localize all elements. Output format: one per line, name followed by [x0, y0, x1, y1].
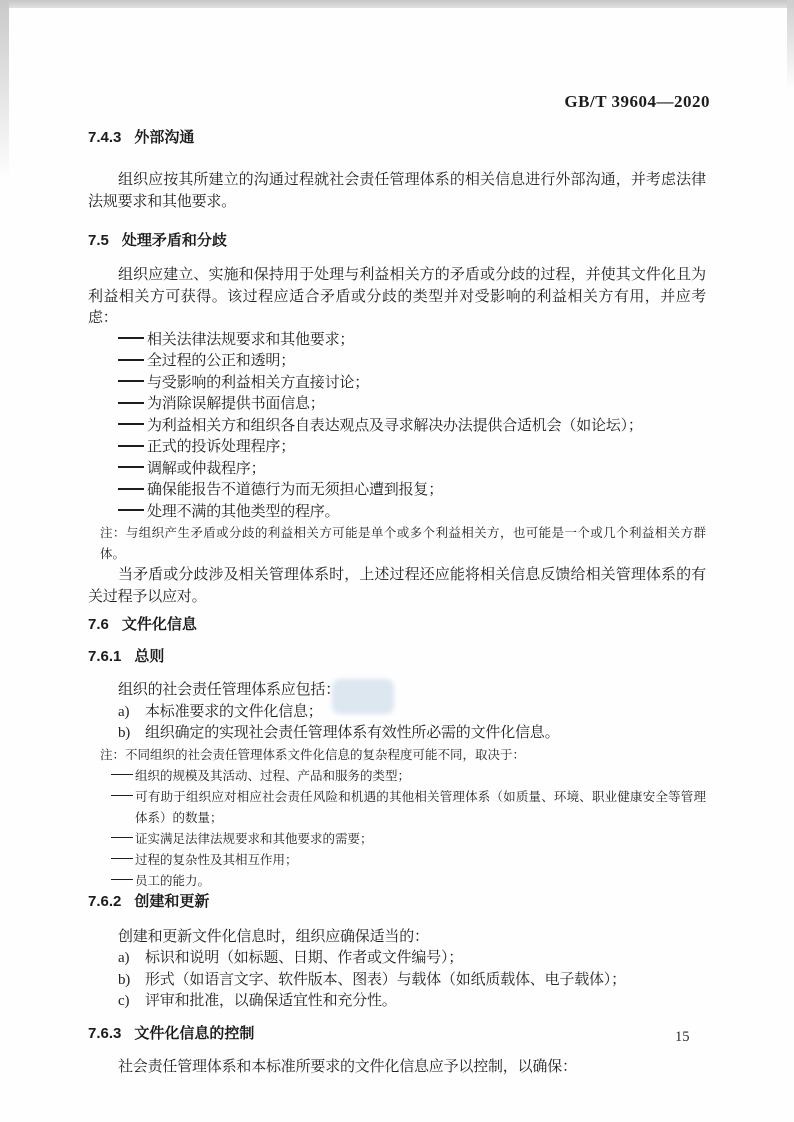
dash-list-item [88, 459, 706, 481]
item-text: 调解或仲裁程序； [147, 460, 266, 477]
dash-bullet [111, 879, 133, 881]
item-text: 为消除误解提供书面信息； [147, 396, 325, 412]
section-number: 7.6.2 [88, 892, 122, 910]
item-text: 正式的投诉处理程序； [147, 439, 296, 455]
page-number: 15 [675, 1029, 690, 1045]
section-heading-761 [88, 649, 706, 665]
dash-bullet [118, 445, 144, 447]
item-text: 标识和说明（如标题、日期、作者或文件编号）； [145, 950, 464, 966]
dash-bullet [111, 774, 133, 776]
item-text: 员工的能力。 [135, 873, 211, 888]
dash-bullet [118, 423, 144, 425]
lettered-item [88, 991, 706, 1013]
item-text: 相关法律法规要求和其他要求； [147, 331, 355, 348]
dash-bullet [118, 380, 144, 382]
dash-bullet [118, 337, 144, 339]
section-number: 7.6.3 [88, 1024, 122, 1042]
section-title: 创建和更新 [134, 892, 210, 910]
item-text: 全过程的公正和透明； [147, 353, 296, 369]
doc-code: GB/T 39604—2020 [564, 92, 710, 111]
lettered-list-762 [88, 948, 706, 1013]
item-label: c) [118, 993, 130, 1009]
paragraph-75b: 当矛盾或分歧涉及相关管理体系时，上述过程还应能将相关信息反馈给相关管理体系的有关过程予以应对。 [88, 567, 706, 605]
dash-list-75 [88, 330, 706, 524]
section-number: 7.6.1 [88, 648, 122, 665]
item-text: 本标准要求的文件化信息； [145, 703, 323, 720]
dash-list-item [88, 373, 706, 395]
dash-list-item [88, 437, 706, 459]
dash-list-item [88, 351, 706, 373]
note-dash-item [135, 766, 706, 787]
dash-list-item [88, 394, 706, 416]
lettered-item [88, 702, 706, 724]
paragraph-75: 组织应建立、实施和保持用于处理与利益相关方的矛盾或分歧的过程，并使其文件化且为利益相关方可获得。该过程应适合矛盾或分歧的类型并对受影响的利益相关方有用，并应考虑： [88, 267, 706, 326]
item-text: 与受影响的利益相关方直接讨论； [147, 374, 370, 391]
section-heading-763 [88, 1026, 706, 1042]
item-text: 证实满足法律法规要求和其他要求的需要； [135, 831, 373, 846]
item-text: 可有助于组织应对相应社会责任风险和机遇的其他相关管理体系（如质量、环境、职业健康安全等管理体系）的数量； [135, 789, 706, 825]
scan-edge-top [0, 0, 794, 8]
note-dash-item [135, 871, 706, 892]
section-title: 文件化信息的控制 [134, 1024, 255, 1042]
section-heading-76 [88, 617, 706, 633]
item-text: 组织的规模及其活动、过程、产品和服务的类型； [135, 768, 411, 783]
item-label: a) [118, 703, 130, 720]
item-label: a) [118, 950, 130, 966]
paragraph-763: 社会责任管理体系和本标准所要求的文件化信息应予以控制，以确保： [118, 1058, 577, 1075]
note-dash-item [135, 829, 706, 850]
section-title: 总则 [134, 648, 165, 665]
dash-bullet [118, 466, 144, 468]
item-label: b) [118, 725, 131, 741]
item-text: 形式（如语言文字、软件版本、图表）与载体（如纸质载体、电子载体）； [145, 971, 626, 988]
item-text: 组织确定的实现社会责任管理体系有效性所必需的文件化信息。 [145, 725, 560, 741]
item-text: 处理不满的其他类型的程序。 [147, 503, 340, 520]
lettered-item [88, 970, 706, 992]
dash-list-item [88, 480, 706, 502]
scan-edge-right [787, 0, 794, 90]
lettered-item [88, 723, 706, 745]
note-761 [88, 745, 706, 892]
item-text: 评审和批准，以确保适宜性和充分性。 [145, 993, 397, 1009]
lettered-item [88, 948, 706, 970]
note-dash-item [135, 787, 706, 829]
item-label: b) [118, 971, 131, 988]
scan-edge-left [0, 0, 9, 180]
item-text: 过程的复杂性及其相互作用； [135, 852, 298, 867]
dash-bullet [111, 858, 133, 860]
dash-bullet [111, 837, 133, 839]
section-heading-743 [88, 130, 706, 146]
section-heading-75 [88, 233, 706, 249]
item-text: 为利益相关方和组织各自表达观点及寻求解决办法提供合适机会（如论坛）； [147, 417, 643, 434]
note-intro: 注：不同组织的社会责任管理体系文件化信息的复杂程度可能不同，取决于： [100, 747, 526, 762]
page-content [88, 130, 706, 1078]
note-dash-item [135, 850, 706, 871]
dash-list-item [88, 502, 706, 524]
section-number: 7.4.3 [88, 129, 122, 146]
section-number: 7.6 [88, 616, 109, 633]
paragraph-743: 组织应按其所建立的沟通过程就社会责任管理体系的相关信息进行外部沟通，并考虑法律法规要求和其他要求。 [88, 172, 706, 210]
paragraph-762: 创建和更新文件化信息时，组织应确保适当的： [118, 928, 429, 945]
dash-list-item [88, 330, 706, 352]
dash-bullet [118, 402, 144, 404]
dash-bullet [118, 359, 144, 361]
lettered-list-761 [88, 702, 706, 745]
item-text: 确保能报告不道德行为而无须担心遭到报复； [147, 482, 444, 498]
section-title: 处理矛盾和分歧 [121, 232, 227, 249]
dash-bullet [118, 488, 144, 490]
note-75: 注：与组织产生矛盾或分歧的利益相关方可能是单个或多个利益相关方，也可能是一个或几个利益相关方群体。 [100, 526, 706, 561]
section-heading-762 [88, 894, 706, 910]
paragraph-761: 组织的社会责任管理体系应包括： [118, 682, 341, 698]
dash-bullet [118, 509, 144, 511]
dash-bullet [111, 795, 133, 797]
section-title: 外部沟通 [134, 129, 195, 146]
dash-list-item [88, 416, 706, 438]
section-number: 7.5 [88, 232, 109, 249]
section-title: 文件化信息 [121, 616, 197, 633]
